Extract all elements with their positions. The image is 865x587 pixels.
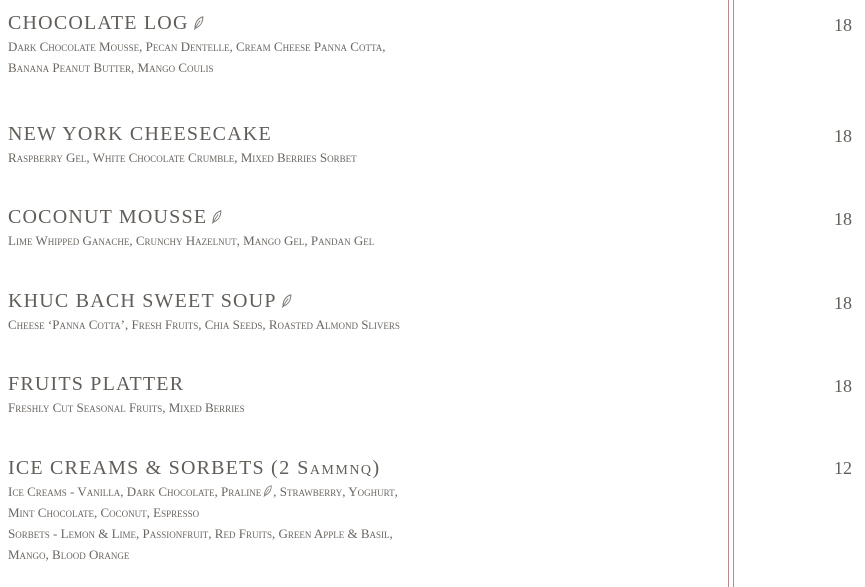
description-line: Mint Chocolate, Coconut, Espresso <box>8 505 200 520</box>
menu-item-fruits-platter <box>8 372 858 418</box>
leaf-icon <box>193 16 204 30</box>
leaf-icon <box>263 485 272 497</box>
item-description <box>8 481 858 565</box>
item-price: 18 <box>834 376 852 396</box>
description-line: Freshly Cut Seasonal Fruits, Mixed Berries <box>8 400 245 415</box>
item-name: ICE CREAMS & SORBETS (2 Sammnq) <box>8 457 381 479</box>
menu-item-ice-creams-sorbets <box>8 456 858 565</box>
description-line: Cheese ‘Panna Cotta’, Fresh Fruits, Chia Seeds, Roasted Almond Slivers <box>8 317 400 332</box>
description-line: Banana Peanut Butter, Mango Coulis <box>8 60 214 75</box>
menu-item-chocolate-log <box>8 11 858 78</box>
item-name: CHOCOLATE LOG <box>8 11 858 35</box>
description-line: Ice Creams - Vanilla, Dark Chocolate, Praline , Strawberry, Yoghurt, <box>8 484 398 499</box>
item-description <box>8 314 858 335</box>
item-price: 18 <box>834 15 852 35</box>
item-price: 18 <box>834 293 852 313</box>
menu-item-new-york-cheesecake <box>8 122 858 168</box>
item-price: 12 <box>834 458 852 478</box>
description-line: Raspberry Gel, White Chocolate Crumble, Mixed Berries Sorbet <box>8 150 357 165</box>
description-line: Lime Whipped Ganache, Crunchy Hazelnut, Mango Gel, Pandan Gel <box>8 233 375 248</box>
item-description <box>8 36 858 78</box>
item-name: KHUC BACH SWEET SOUP <box>8 289 858 313</box>
leaf-icon <box>281 294 292 308</box>
item-name: NEW YORK CHEESECAKE <box>8 123 272 145</box>
item-description <box>8 147 858 168</box>
item-price: 18 <box>834 126 852 146</box>
description-line: Dark Chocolate Mousse, Pecan Dentelle, Cream Cheese Panna Cotta, <box>8 39 386 54</box>
menu-item-khuc-bach-sweet-soup <box>8 289 858 335</box>
item-description <box>8 397 858 418</box>
item-name: FRUITS PLATTER <box>8 373 185 395</box>
description-line: Sorbets - Lemon & Lime, Passionfruit, Red Fruits, Green Apple & Basil, <box>8 526 393 541</box>
description-line: Mango, Blood Orange <box>8 547 130 562</box>
menu-item-coconut-mousse <box>8 205 858 251</box>
item-name: COCONUT MOUSSE <box>8 205 858 229</box>
item-description <box>8 230 858 251</box>
item-name-suffix: (2 Sammnq) <box>271 457 381 479</box>
item-price: 18 <box>834 209 852 229</box>
leaf-icon <box>211 210 222 224</box>
